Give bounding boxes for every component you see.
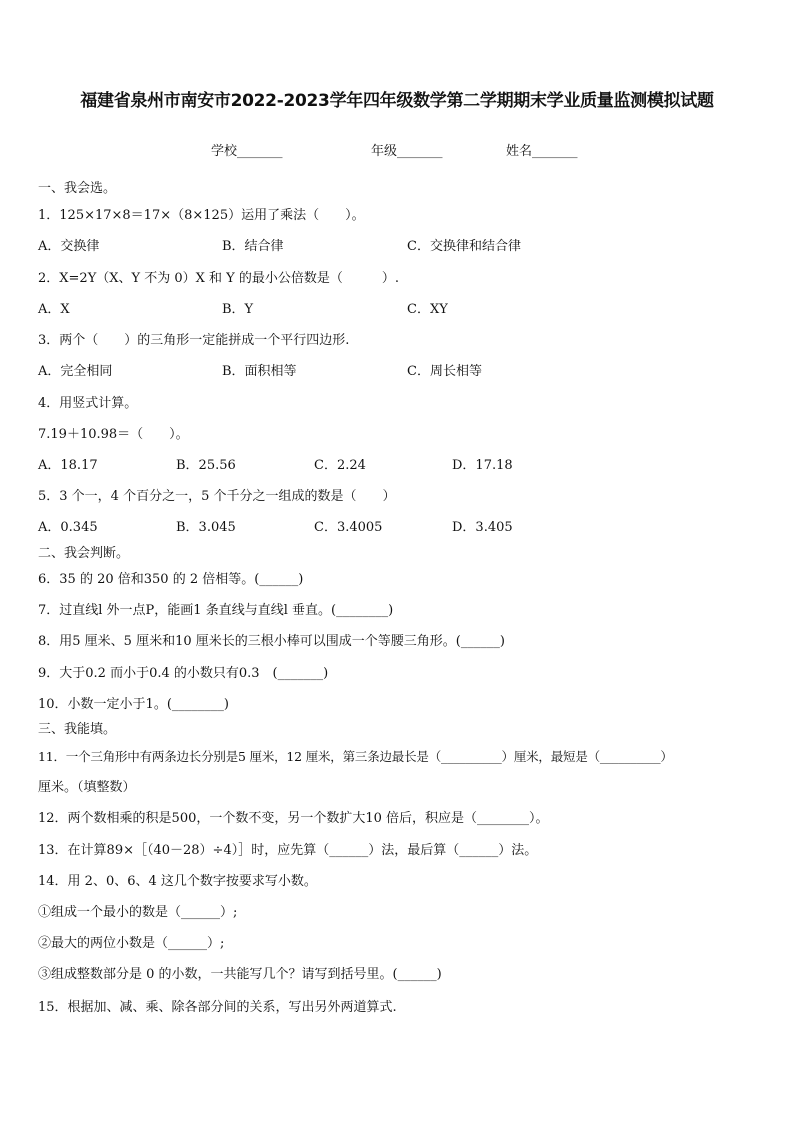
q4-option-d: D．17.18 [452,458,513,473]
question-8: 8．用5 厘米、5 厘米和10 厘米长的三根小棒可以围成一个等腰三角形。(______) [38,634,505,649]
q1-option-a: A．交换律 [38,239,100,254]
q5-option-d: D．3.405 [452,520,513,535]
q4-option-b: B．25.56 [176,458,236,473]
question-15: 15．根据加、减、乘、除各部分间的关系，写出另外两道算式. [38,1000,397,1015]
question-7: 7．过直线l 外一点P，能画1 条直线与直线l 垂直。(________) [38,603,394,618]
q3-option-c: C．周长相等 [407,364,482,379]
question-9: 9．大于0.2 而小于0.4 的小数只有0.3 (_______) [38,666,329,681]
q14-item-2: ②最大的两位小数是（______）; [38,936,225,951]
q2-option-a: A．X [38,302,70,317]
q3-option-a: A．完全相同 [38,364,113,379]
q2-option-b: B．Y [222,302,254,317]
q14-item-3: ③组成整数部分是 0 的小数，一共能写几个？请写到括号里。(______) [38,967,442,982]
q4-expression: 7.19＋10.98＝（ ）。 [38,427,189,442]
question-3: 3．两个（ ）的三角形一定能拼成一个平行四边形. [38,333,350,348]
grade-field: 年级_______ [371,144,443,159]
question-1: 1．125×17×8＝17×（8×125）运用了乘法（ ）。 [38,208,365,223]
question-10: 10．小数一定小于1。(________) [38,697,229,712]
q5-option-b: B．3.045 [176,520,236,535]
q4-option-c: C．2.24 [314,458,366,473]
q5-option-a: A．0.345 [38,520,98,535]
question-5: 5．3 个一，4 个百分之一，5 个千分之一组成的数是（ ） [38,489,396,504]
question-14: 14．用 2、0、6、4 这几个数字按要求写小数。 [38,874,317,889]
q1-option-b: B．结合律 [222,239,284,254]
question-2: 2．X=2Y（X、Y 不为 0）X 和 Y 的最小公倍数是（ ）. [38,271,400,286]
q5-option-c: C．3.4005 [314,520,383,535]
name-field: 姓名_______ [506,144,578,159]
page-title: 福建省泉州市南安市2022-2023学年四年级数学第二学期期末学业质量监测模拟试题 [80,91,714,111]
q3-option-b: B．面积相等 [222,364,297,379]
q14-item-1: ①组成一个最小的数是（______）; [38,905,238,920]
section-heading-fill: 三、我能填。 [38,722,117,737]
section-heading-judge: 二、我会判断。 [38,546,130,561]
question-4: 4．用竖式计算。 [38,396,138,411]
question-6: 6．35 的 20 倍和350 的 2 倍相等。(______) [38,572,304,587]
q1-option-c: C．交换律和结合律 [407,239,521,254]
question-13: 13．在计算89×［（40－28）÷4）］时，应先算（______）法，最后算（______）法。 [38,843,538,858]
q4-option-a: A．18.17 [38,458,98,473]
q2-option-c: C．XY [407,302,448,317]
section-heading-choice: 一、我会选。 [38,181,117,196]
question-11-continued: 厘米。（填整数） [38,780,136,795]
question-12: 12．两个数相乘的积是500，一个数不变，另一个数扩大10 倍后，积应是（________）。 [38,811,549,826]
question-11: 11．一个三角形中有两条边长分别是5 厘米，12 厘米，第三条边最长是（__________）厘米，最短是（__________） [38,749,673,764]
school-field: 学校_______ [211,144,283,159]
